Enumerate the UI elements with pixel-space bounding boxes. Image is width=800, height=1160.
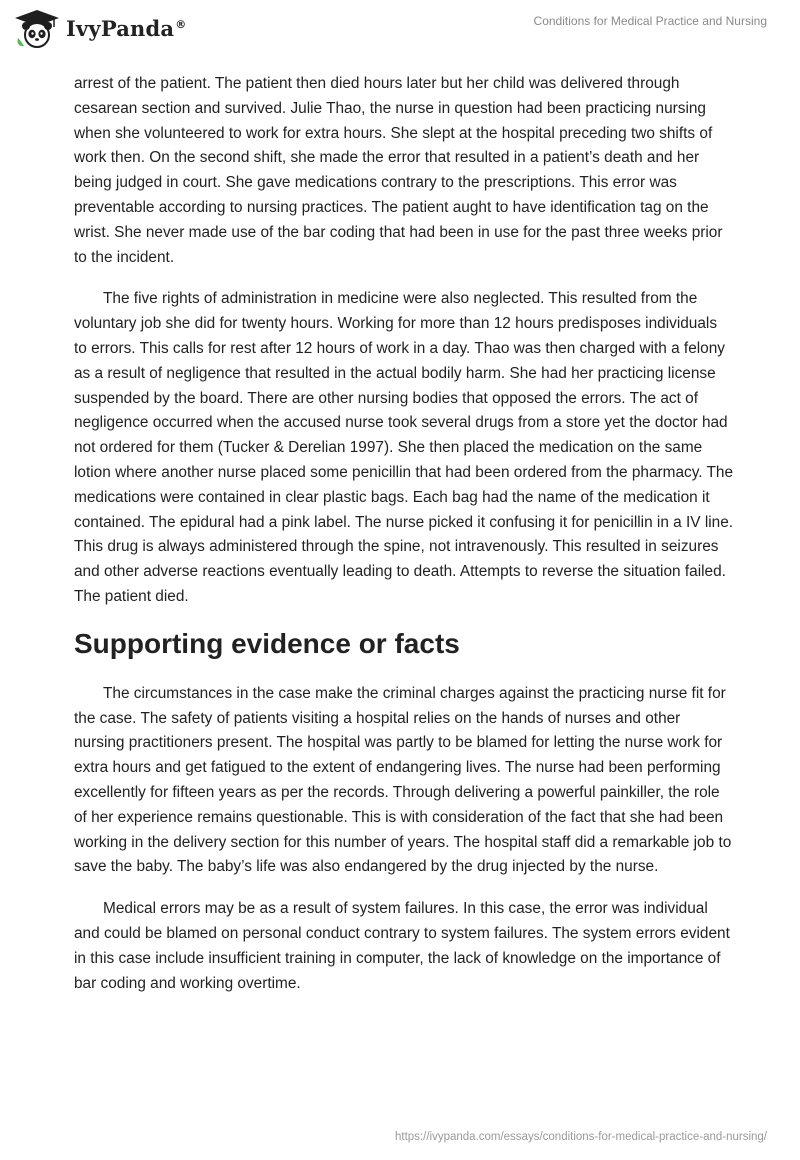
paragraph: The circumstances in the case make the criminal charges against the practicing nurse fit for the case. The safety of patients visiting a hospital relies on the hands of nurses and other nursing practitioners present. The hospital was partly to be blamed for letting the nurse work for extra hours and get fatigued to the extent of endangering lives. The nurse had been performing excellently for fifteen years as per the records. Through delivering a powerful painkiller, the role of her experience remains questionable. This is with consideration of the fact that she had been working in the delivery section for this number of years. The hospital staff did a remarkable job to save the baby. The baby’s life was also endangered by the drug injected by the nurse. [74, 684, 732, 876]
paragraph: The five rights of administration in medicine were also neglected. This resulted from the voluntary job she did for twenty hours. Working for more than 12 hours predisposes individuals to errors. This calls for rest after 12 hours of work in a day. Thao was then charged with a felony as a result of negligence that resulted in the actual bodily harm. She had her practicing license suspended by the board. There are other nursing bodies that opposed the errors. The act of negligence occurred when the accused nurse took several drugs from a store yet the doctor had not ordered for them (Tucker & Derelian 1997). She then placed the medication on the same lotion where another nurse placed some penicillin that had been ordered from the pharmacy. The medications were contained in clear plastic bags. Each bag had the name of the medication it contained. The epidural had a pink label. The nurse picked it confusing it for penicillin in a IV line. This drug is always administered through the spine, not intravenously. This resulted in seizures and other adverse reactions eventually leading to death. Attempts to reverse the situation failed. The patient died. [74, 290, 734, 605]
brand-name: IvyPanda® [66, 15, 187, 41]
paragraph: arrest of the patient. The patient then died hours later but her child was delivered through cesarean section and survived. Julie Thao, the nurse in question had been practicing nursing when she volunteered to work for extra hours. She slept at the hospital preceding two shifts of work then. On the second shift, she made the error that resulted in a patient’s death and her being judged in court. She gave medications contrary to the prescriptions. This error was preventable according to nursing practices. The patient aught to have identification tag on the wrist. She never made use of the bar coding that had been in use for the past three weeks prior to the incident. [74, 75, 723, 266]
source-url[interactable]: https://ivypanda.com/essays/conditions-for-medical-practice-and-nursing/ [395, 1131, 767, 1143]
essay-content [74, 72, 734, 1013]
panda-graduation-icon [14, 8, 60, 48]
page-header [0, 0, 800, 60]
brand-logo[interactable] [14, 8, 186, 48]
paragraph: Medical errors may be as a result of system failures. In this case, the error was individual and could be blamed on personal conduct contrary to system failures. The system errors evident in this case include insufficient training in computer, the lack of knowledge on the importance of bar coding and working overtime. [74, 900, 730, 992]
registered-mark: ® [175, 17, 187, 31]
section-heading: Supporting evidence or facts [74, 627, 460, 659]
document-title: Conditions for Medical Practice and Nursing [533, 14, 767, 28]
